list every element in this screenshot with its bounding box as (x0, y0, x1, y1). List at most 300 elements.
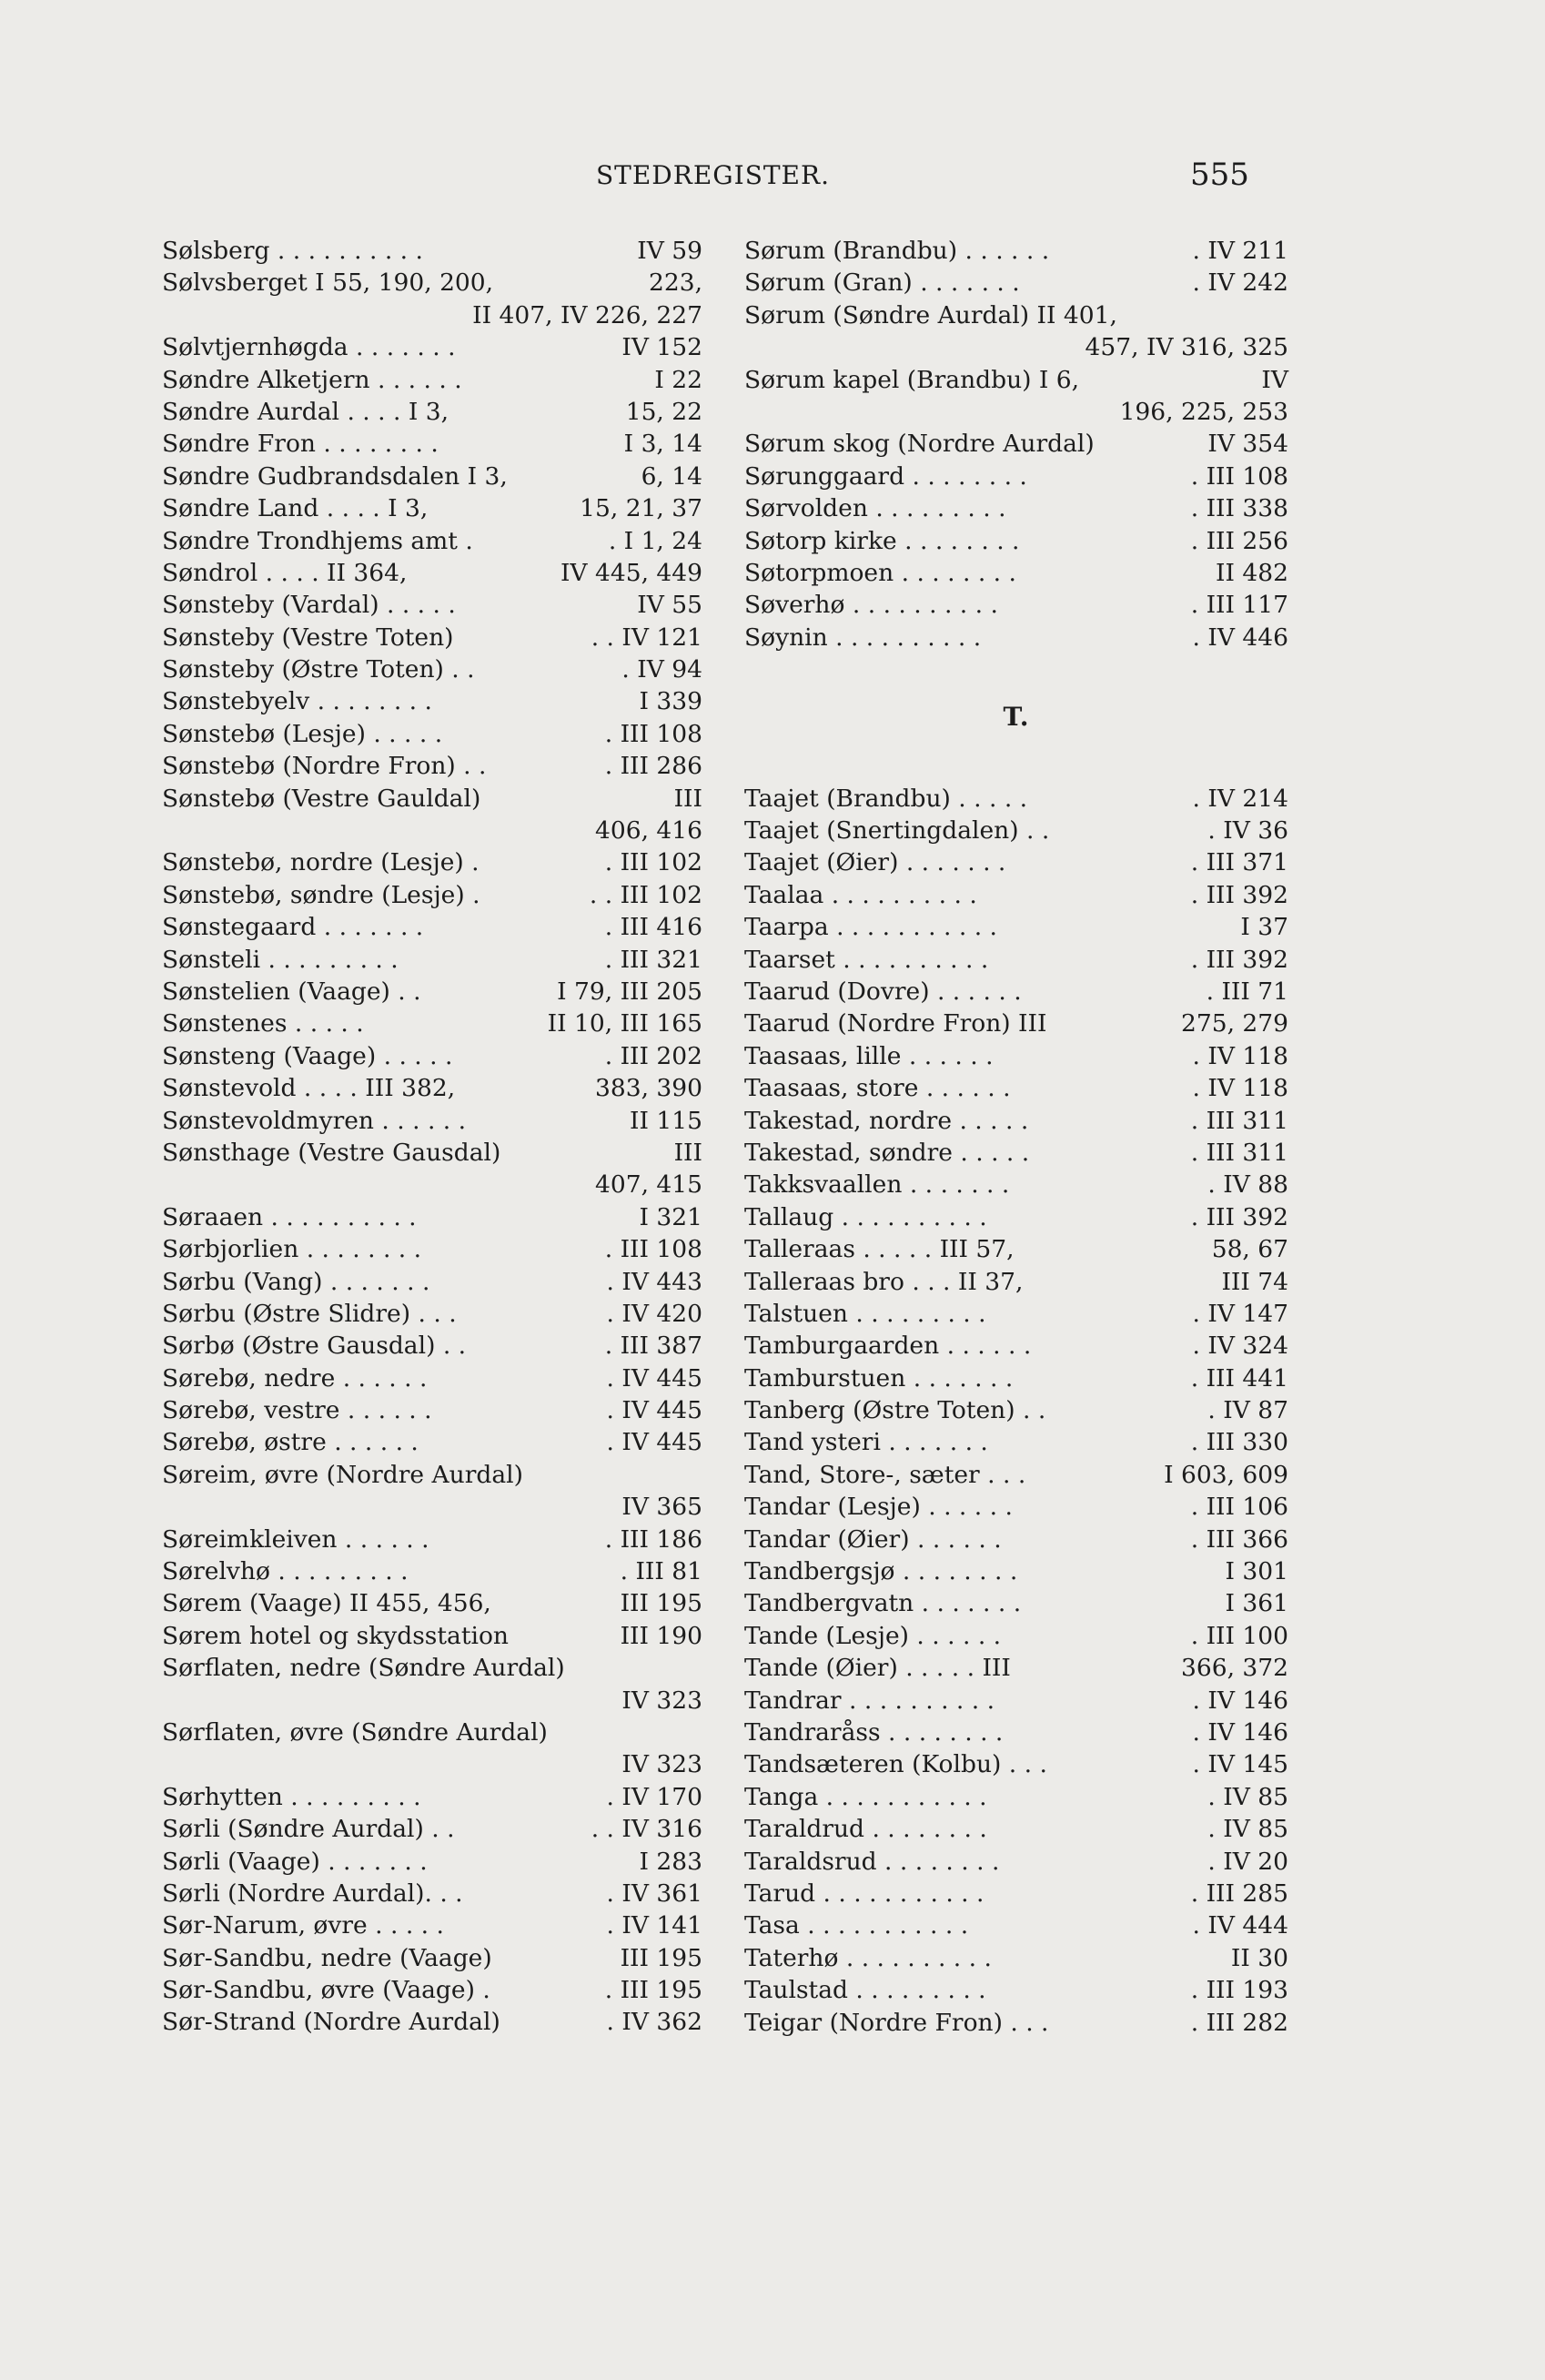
entry-page-reference: II 115 (630, 1106, 702, 1135)
entry-page-reference: . III 108 (604, 1235, 702, 1264)
index-entry (744, 1459, 1288, 1491)
entry-place-name: Taarset . . . . . . . . . . (744, 945, 989, 974)
entry-place-name: Søreimkleiven . . . . . . (162, 1524, 429, 1554)
index-entry (162, 2006, 702, 2038)
index-entry (744, 1330, 1288, 1362)
entry-page-reference: . III 117 (1190, 591, 1288, 620)
index-entry (162, 461, 702, 492)
entry-place-name: Taasaas, store . . . . . . (744, 1074, 1011, 1103)
index-entry (744, 944, 1288, 976)
entry-place-name: Sør-Sandbu, nedre (Vaage) (162, 1943, 492, 1972)
index-entry (162, 1942, 702, 1974)
index-entry (744, 1909, 1288, 1941)
entry-place-name: Sønstebø, nordre (Lesje) . (162, 848, 480, 877)
entry-page-reference: I 339 (639, 687, 702, 716)
entry-place-name: Tamburgaarden . . . . . . (744, 1332, 1032, 1361)
index-entry (162, 492, 702, 524)
entry-page-reference: I 37 (1240, 913, 1288, 942)
entry-place-name: Sør-Strand (Nordre Aurdal) (162, 2008, 500, 2037)
entry-place-name: Sønstebø, søndre (Lesje) . (162, 880, 480, 909)
index-entry (744, 299, 1288, 331)
index-entry (162, 1201, 702, 1233)
entry-place-name: Sørli (Nordre Aurdal). . . (162, 1879, 463, 1908)
entry-place-name: Tand, Store-, sæter . . . (744, 1460, 1026, 1489)
entry-page-reference: . IV 36 (1207, 816, 1288, 846)
entry-place-name: Søverhø . . . . . . . . . . (744, 591, 998, 620)
index-entry (744, 525, 1288, 557)
entry-place-name: Talleraas bro . . . II 37, (744, 1267, 1024, 1296)
entry-page-reference: I 283 (639, 1847, 702, 1876)
index-entry (162, 1008, 702, 1039)
entry-place-name: Taajet (Øier) . . . . . . . (744, 848, 1006, 877)
index-entry (744, 1040, 1288, 1072)
entry-place-name: Sønsteng (Vaage) . . . . . (162, 1041, 453, 1070)
entry-page-reference: . IV 118 (1192, 1041, 1288, 1070)
entry-place-name: Tandbergsjø . . . . . . . . (744, 1557, 1018, 1586)
entry-page-reference: . III 286 (604, 752, 702, 781)
entry-page-reference: 457, IV 316, 325 (1085, 333, 1288, 362)
entry-page-reference: . III 71 (1206, 977, 1288, 1006)
entry-page-reference: 15, 21, 37 (580, 494, 702, 523)
entry-page-reference: . III 193 (1190, 1976, 1288, 2005)
entry-place-name: Teigar (Nordre Fron) . . . (744, 2008, 1049, 2037)
entry-page-reference: . III 100 (1190, 1621, 1288, 1650)
index-entry (162, 1266, 702, 1298)
entry-place-name: Søndre Land . . . . I 3, (162, 494, 429, 523)
entry-page-reference: IV 152 (621, 333, 702, 362)
entry-page-reference: 6, 14 (641, 461, 702, 491)
entry-page-reference: . III 321 (604, 945, 702, 974)
entry-place-name: Sørebø, østre . . . . . . (162, 1428, 419, 1457)
index-entry (162, 364, 702, 396)
entry-place-name: Sønsteby (Vestre Toten) (162, 623, 454, 652)
entry-page-reference: . III 282 (1190, 2008, 1288, 2037)
index-entry-continuation (744, 331, 1288, 363)
entry-page-reference: . . IV 121 (591, 623, 702, 652)
entry-page-reference: . IV 141 (606, 1911, 702, 1940)
entry-place-name: Sørum (Søndre Aurdal) II 401, (744, 300, 1117, 329)
entry-place-name: Sønstevold . . . . III 382, (162, 1074, 456, 1103)
entry-page-reference: 383, 390 (594, 1074, 702, 1103)
index-entry (744, 2007, 1288, 2039)
entry-page-reference: . IV 87 (1207, 1396, 1288, 1425)
entry-page-reference: . III 195 (604, 1976, 702, 2005)
entry-page-reference: . IV 445 (606, 1428, 702, 1457)
entry-page-reference: . IV 85 (1207, 1782, 1288, 1811)
entry-place-name: Sølsberg . . . . . . . . . . (162, 237, 423, 265)
entry-place-name: Sørflaten, nedre (Søndre Aurdal) (162, 1654, 565, 1683)
entry-place-name: Takestad, søndre . . . . . (744, 1138, 1030, 1167)
index-entry (162, 1394, 702, 1426)
index-entry (744, 1137, 1288, 1169)
entry-page-reference: . IV 362 (606, 2008, 702, 2037)
index-entry-continuation (162, 299, 702, 331)
index-entry (162, 685, 702, 717)
page-number: 555 (1190, 157, 1249, 193)
index-entry (162, 879, 702, 911)
entry-page-reference: . IV 445 (606, 1396, 702, 1425)
entry-page-reference: . IV 443 (606, 1267, 702, 1296)
entry-place-name: Sørebø, nedre . . . . . . (162, 1363, 428, 1393)
index-entry-continuation (162, 815, 702, 846)
entry-place-name: Tandraråss . . . . . . . . (744, 1717, 1004, 1747)
index-entry (162, 718, 702, 750)
index-entry (744, 1974, 1288, 2006)
entry-place-name: Sør-Narum, øvre . . . . . (162, 1911, 444, 1940)
index-entry (162, 976, 702, 1008)
entry-place-name: Søtorpmoen . . . . . . . . (744, 558, 1016, 587)
index-entry (162, 1362, 702, 1394)
index-entry (162, 1620, 702, 1652)
entry-place-name: Søraaen . . . . . . . . . . (162, 1202, 417, 1231)
entry-place-name: Sørhytten . . . . . . . . . (162, 1782, 421, 1811)
index-entry (162, 1974, 702, 2006)
index-entry (162, 750, 702, 782)
index-entry (162, 1846, 702, 1878)
entry-page-reference: . III 387 (604, 1332, 702, 1361)
entry-place-name: Sønsteby (Østre Toten) . . (162, 655, 475, 684)
entry-page-reference: II 482 (1216, 558, 1288, 587)
entry-place-name: Sønsthage (Vestre Gausdal) (162, 1138, 501, 1167)
entry-place-name: Søynin . . . . . . . . . . (744, 623, 982, 652)
entry-page-reference: . III 81 (620, 1557, 702, 1586)
entry-page-reference: . III 330 (1190, 1428, 1288, 1457)
entry-place-name: Tande (Øier) . . . . . III (744, 1654, 1011, 1683)
entry-place-name: Sønstenes . . . . . (162, 1009, 364, 1038)
entry-place-name: Sølvsberget I 55, 190, 200, (162, 268, 494, 298)
index-entry (744, 1426, 1288, 1458)
index-entry (162, 1072, 702, 1104)
index-entry (162, 235, 702, 267)
entry-page-reference: I 603, 609 (1164, 1460, 1288, 1489)
entry-place-name: Tanberg (Østre Toten) . . (744, 1396, 1046, 1425)
entry-page-reference: IV 354 (1207, 430, 1288, 459)
entry-page-reference: . IV 444 (1192, 1911, 1288, 1940)
entry-place-name: Sønsteli . . . . . . . . . (162, 945, 399, 974)
entry-place-name: Sønstebø (Lesje) . . . . . (162, 719, 443, 748)
index-entry (162, 267, 702, 299)
index-entry (162, 1813, 702, 1845)
entry-place-name: Sørum skog (Nordre Aurdal) (744, 430, 1095, 459)
entry-place-name: Tarud . . . . . . . . . . . (744, 1879, 985, 1908)
entry-page-reference: I 361 (1225, 1589, 1288, 1618)
index-entry (744, 1717, 1288, 1748)
index-entry (162, 1298, 702, 1330)
left-index-column (162, 235, 702, 2039)
entry-page-reference: III (673, 1138, 702, 1167)
index-entry (744, 1587, 1288, 1619)
entry-page-reference: I 3, 14 (623, 430, 702, 459)
index-entry (744, 364, 1288, 396)
entry-page-reference: . III 371 (1190, 848, 1288, 877)
index-entry (744, 1266, 1288, 1298)
index-entry-continuation (744, 396, 1288, 428)
spacer (744, 750, 1288, 782)
entry-page-reference: . IV 242 (1192, 268, 1288, 298)
index-entry (744, 1620, 1288, 1652)
index-entry (744, 815, 1288, 846)
entry-place-name: Sønstebø (Nordre Fron) . . (162, 752, 487, 781)
entry-place-name: Sønstegaard . . . . . . . (162, 913, 424, 942)
entry-place-name: Sørelvhø . . . . . . . . . (162, 1557, 409, 1586)
entry-page-reference: . III 366 (1190, 1524, 1288, 1554)
index-entry (162, 1717, 702, 1748)
entry-page-reference: II 407, IV 226, 227 (472, 300, 702, 329)
entry-page-reference: III (673, 784, 702, 813)
index-entry (744, 1652, 1288, 1684)
entry-page-reference: I 22 (654, 365, 702, 394)
index-entry (162, 1781, 702, 1813)
entry-place-name: Søndre Fron . . . . . . . . (162, 430, 439, 459)
entry-page-reference: IV 55 (637, 591, 702, 620)
index-entry (162, 1587, 702, 1619)
entry-place-name: Taasaas, lille . . . . . . (744, 1041, 994, 1070)
entry-page-reference: IV 323 (621, 1686, 702, 1715)
entry-page-reference: IV 445, 449 (560, 558, 702, 587)
index-entry (744, 1878, 1288, 1909)
index-entry (744, 235, 1288, 267)
entry-page-reference: . IV 20 (1207, 1847, 1288, 1876)
entry-page-reference: . I 1, 24 (608, 526, 702, 555)
entry-place-name: Taajet (Brandbu) . . . . . (744, 784, 1028, 813)
entry-page-reference: 196, 225, 253 (1119, 397, 1288, 426)
entry-place-name: Taulstad . . . . . . . . . (744, 1976, 986, 2005)
index-entry (744, 1105, 1288, 1137)
index-entry (744, 1491, 1288, 1523)
entry-place-name: Sørem (Vaage) II 455, 456, (162, 1589, 491, 1618)
entry-page-reference: . IV 214 (1192, 784, 1288, 813)
section-letter-t: T. (1003, 702, 1030, 733)
index-entry (744, 492, 1288, 524)
entry-page-reference: . III 338 (1190, 494, 1288, 523)
entry-place-name: Søndrol . . . . II 364, (162, 558, 408, 587)
index-entry (744, 1813, 1288, 1845)
entry-page-reference: . III 311 (1190, 1106, 1288, 1135)
entry-place-name: Talleraas . . . . . III 57, (744, 1235, 1015, 1264)
entry-place-name: Sørum kapel (Brandbu) I 6, (744, 365, 1080, 394)
entry-page-reference: III 74 (1221, 1267, 1288, 1296)
index-entry (744, 1781, 1288, 1813)
entry-page-reference: 223, (648, 268, 702, 298)
entry-page-reference: II 30 (1230, 1943, 1288, 1972)
entry-place-name: Tandrar . . . . . . . . . . (744, 1686, 995, 1715)
entry-place-name: Sørli (Søndre Aurdal) . . (162, 1815, 455, 1844)
index-entry (744, 461, 1288, 492)
entry-place-name: Taarud (Dovre) . . . . . . (744, 977, 1022, 1006)
entry-page-reference: . III 392 (1190, 1202, 1288, 1231)
index-entry (744, 1201, 1288, 1233)
entry-page-reference: I 301 (1225, 1557, 1288, 1586)
entry-place-name: Taraldrud . . . . . . . . (744, 1815, 987, 1844)
entry-place-name: Tandar (Lesje) . . . . . . (744, 1493, 1013, 1522)
entry-page-reference: . . III 102 (589, 880, 702, 909)
entry-place-name: Takksvaallen . . . . . . . (744, 1170, 1010, 1200)
entry-place-name: Tandbergvatn . . . . . . . (744, 1589, 1022, 1618)
entry-place-name: Taalaa . . . . . . . . . . (744, 880, 977, 909)
entry-place-name: Tasa . . . . . . . . . . . (744, 1911, 969, 1940)
entry-place-name: Sønstebyelv . . . . . . . . (162, 687, 432, 716)
index-entry (162, 846, 702, 878)
entry-page-reference: IV 323 (621, 1750, 702, 1779)
entry-page-reference: . IV 94 (621, 655, 702, 684)
entry-page-reference: 407, 415 (594, 1170, 702, 1200)
index-entry (744, 879, 1288, 911)
entry-page-reference: . IV 170 (606, 1782, 702, 1811)
right-index-column (744, 235, 1288, 2039)
entry-page-reference: III 195 (620, 1589, 702, 1618)
index-entry (162, 622, 702, 653)
entry-place-name: Sørflaten, øvre (Søndre Aurdal) (162, 1717, 548, 1747)
page-header (0, 157, 1545, 197)
entry-page-reference: . III 392 (1190, 880, 1288, 909)
entry-page-reference: . III 256 (1190, 526, 1288, 555)
entry-page-reference: . III 108 (1190, 461, 1288, 491)
index-entry-continuation (162, 1491, 702, 1523)
index-entry (162, 589, 702, 621)
index-entry (162, 911, 702, 943)
entry-page-reference: IV 365 (621, 1493, 702, 1522)
index-entry (162, 944, 702, 976)
index-entry (744, 1233, 1288, 1265)
entry-page-reference: 275, 279 (1180, 1009, 1288, 1038)
index-entry-continuation (162, 1685, 702, 1717)
index-entry (744, 1394, 1288, 1426)
index-group-s-continued (744, 235, 1288, 653)
entry-place-name: Taarud (Nordre Fron) III (744, 1009, 1047, 1038)
index-entry (162, 1909, 702, 1941)
entry-place-name: Sørebø, vestre . . . . . . (162, 1396, 432, 1425)
index-entry (744, 911, 1288, 943)
entry-place-name: Taterhø . . . . . . . . . . (744, 1943, 992, 1972)
entry-page-reference: . IV 324 (1192, 1332, 1288, 1361)
entry-page-reference: . IV 118 (1192, 1074, 1288, 1103)
entry-place-name: Tand ysteri . . . . . . . (744, 1428, 988, 1457)
entry-page-reference: . IV 446 (1192, 623, 1288, 652)
index-entry-continuation (162, 1748, 702, 1780)
index-entry (162, 1137, 702, 1169)
entry-page-reference: . III 186 (604, 1524, 702, 1554)
entry-place-name: Søndre Aurdal . . . . I 3, (162, 397, 449, 426)
index-entry (162, 1330, 702, 1362)
entry-place-name: Talstuen . . . . . . . . . (744, 1299, 986, 1328)
index-entry (744, 1524, 1288, 1555)
entry-place-name: Sønstevoldmyren . . . . . . (162, 1106, 467, 1135)
index-entry (744, 1362, 1288, 1394)
index-entry (162, 1652, 702, 1684)
entry-page-reference: . III 285 (1190, 1879, 1288, 1908)
entry-place-name: Tamburstuen . . . . . . . (744, 1363, 1014, 1393)
entry-place-name: Sølvtjernhøgda . . . . . . . (162, 333, 456, 362)
index-entry (744, 976, 1288, 1008)
entry-place-name: Sørbø (Østre Gausdal) . . (162, 1332, 467, 1361)
index-entry (744, 1685, 1288, 1717)
entry-page-reference: III 190 (620, 1621, 702, 1650)
index-entry (744, 846, 1288, 878)
index-entry (744, 1748, 1288, 1780)
entry-place-name: Søtorp kirke . . . . . . . . (744, 526, 1020, 555)
entry-page-reference: . IV 445 (606, 1363, 702, 1393)
index-entry (744, 1942, 1288, 1974)
index-entry (162, 525, 702, 557)
entry-page-reference: I 79, III 205 (557, 977, 702, 1006)
index-entry (162, 1555, 702, 1587)
entry-page-reference: . . IV 316 (591, 1815, 702, 1844)
entry-page-reference: . III 202 (604, 1041, 702, 1070)
index-entry (162, 557, 702, 589)
entry-page-reference: . IV 147 (1192, 1299, 1288, 1328)
entry-page-reference: I 321 (639, 1202, 702, 1231)
entry-place-name: Taraldsrud . . . . . . . . (744, 1847, 1000, 1876)
index-entry (162, 396, 702, 428)
entry-page-reference: . III 311 (1190, 1138, 1288, 1167)
entry-place-name: Søreim, øvre (Nordre Aurdal) (162, 1460, 523, 1489)
entry-place-name: Sør-Sandbu, øvre (Vaage) . (162, 1976, 490, 2005)
entry-page-reference: 406, 416 (594, 816, 702, 846)
entry-place-name: Takestad, nordre . . . . . (744, 1106, 1029, 1135)
entry-place-name: Tandar (Øier) . . . . . . (744, 1524, 1002, 1554)
entry-page-reference: . III 108 (604, 719, 702, 748)
index-entry-continuation (162, 1169, 702, 1200)
index-entry (744, 267, 1288, 299)
entry-page-reference: IV 59 (637, 237, 702, 265)
index-entry (744, 1008, 1288, 1039)
entry-page-reference: . III 106 (1190, 1493, 1288, 1522)
entry-page-reference: . IV 146 (1192, 1686, 1288, 1715)
entry-place-name: Tandsæteren (Kolbu) . . . (744, 1750, 1047, 1779)
index-entry (744, 428, 1288, 460)
entry-place-name: Sønsteby (Vardal) . . . . . (162, 591, 456, 620)
index-entry (744, 622, 1288, 653)
index-entry (162, 1105, 702, 1137)
entry-page-reference: IV (1261, 365, 1288, 394)
index-entry (744, 1846, 1288, 1878)
entry-page-reference: 366, 372 (1180, 1654, 1288, 1683)
index-entry (162, 783, 702, 815)
entry-page-reference: III 195 (620, 1943, 702, 1972)
index-entry (744, 783, 1288, 815)
index-entry (162, 1459, 702, 1491)
running-title: STEDREGISTER. (596, 160, 830, 190)
entry-page-reference: . IV 85 (1207, 1815, 1288, 1844)
index-entry (162, 1040, 702, 1072)
index-entry (162, 1524, 702, 1555)
entry-place-name: Sørli (Vaage) . . . . . . . (162, 1847, 428, 1876)
index-entry (162, 1878, 702, 1909)
entry-page-reference: . IV 88 (1207, 1170, 1288, 1200)
entry-place-name: Sønstelien (Vaage) . . (162, 977, 421, 1006)
index-group-t (744, 783, 1288, 2039)
entry-page-reference: . III 102 (604, 848, 702, 877)
index-entry (162, 653, 702, 685)
entry-page-reference: 15, 22 (625, 397, 702, 426)
index-entry (744, 1169, 1288, 1200)
entry-place-name: Søndre Trondhjems amt . (162, 526, 473, 555)
index-entry (744, 589, 1288, 621)
index-entry (744, 1555, 1288, 1587)
entry-place-name: Taarpa . . . . . . . . . . . (744, 913, 997, 942)
index-entry (162, 1426, 702, 1458)
entry-page-reference: . III 441 (1190, 1363, 1288, 1393)
entry-page-reference: . IV 145 (1192, 1750, 1288, 1779)
entry-page-reference: . IV 420 (606, 1299, 702, 1328)
index-entry (744, 1298, 1288, 1330)
entry-place-name: Sønstebø (Vestre Gauldal) (162, 784, 481, 813)
entry-place-name: Tande (Lesje) . . . . . . (744, 1621, 1002, 1650)
entry-place-name: Sørum (Gran) . . . . . . . (744, 268, 1020, 298)
entry-page-reference: . IV 211 (1192, 237, 1288, 265)
entry-page-reference: II 10, III 165 (547, 1009, 702, 1038)
entry-place-name: Søndre Gudbrandsdalen I 3, (162, 461, 508, 491)
